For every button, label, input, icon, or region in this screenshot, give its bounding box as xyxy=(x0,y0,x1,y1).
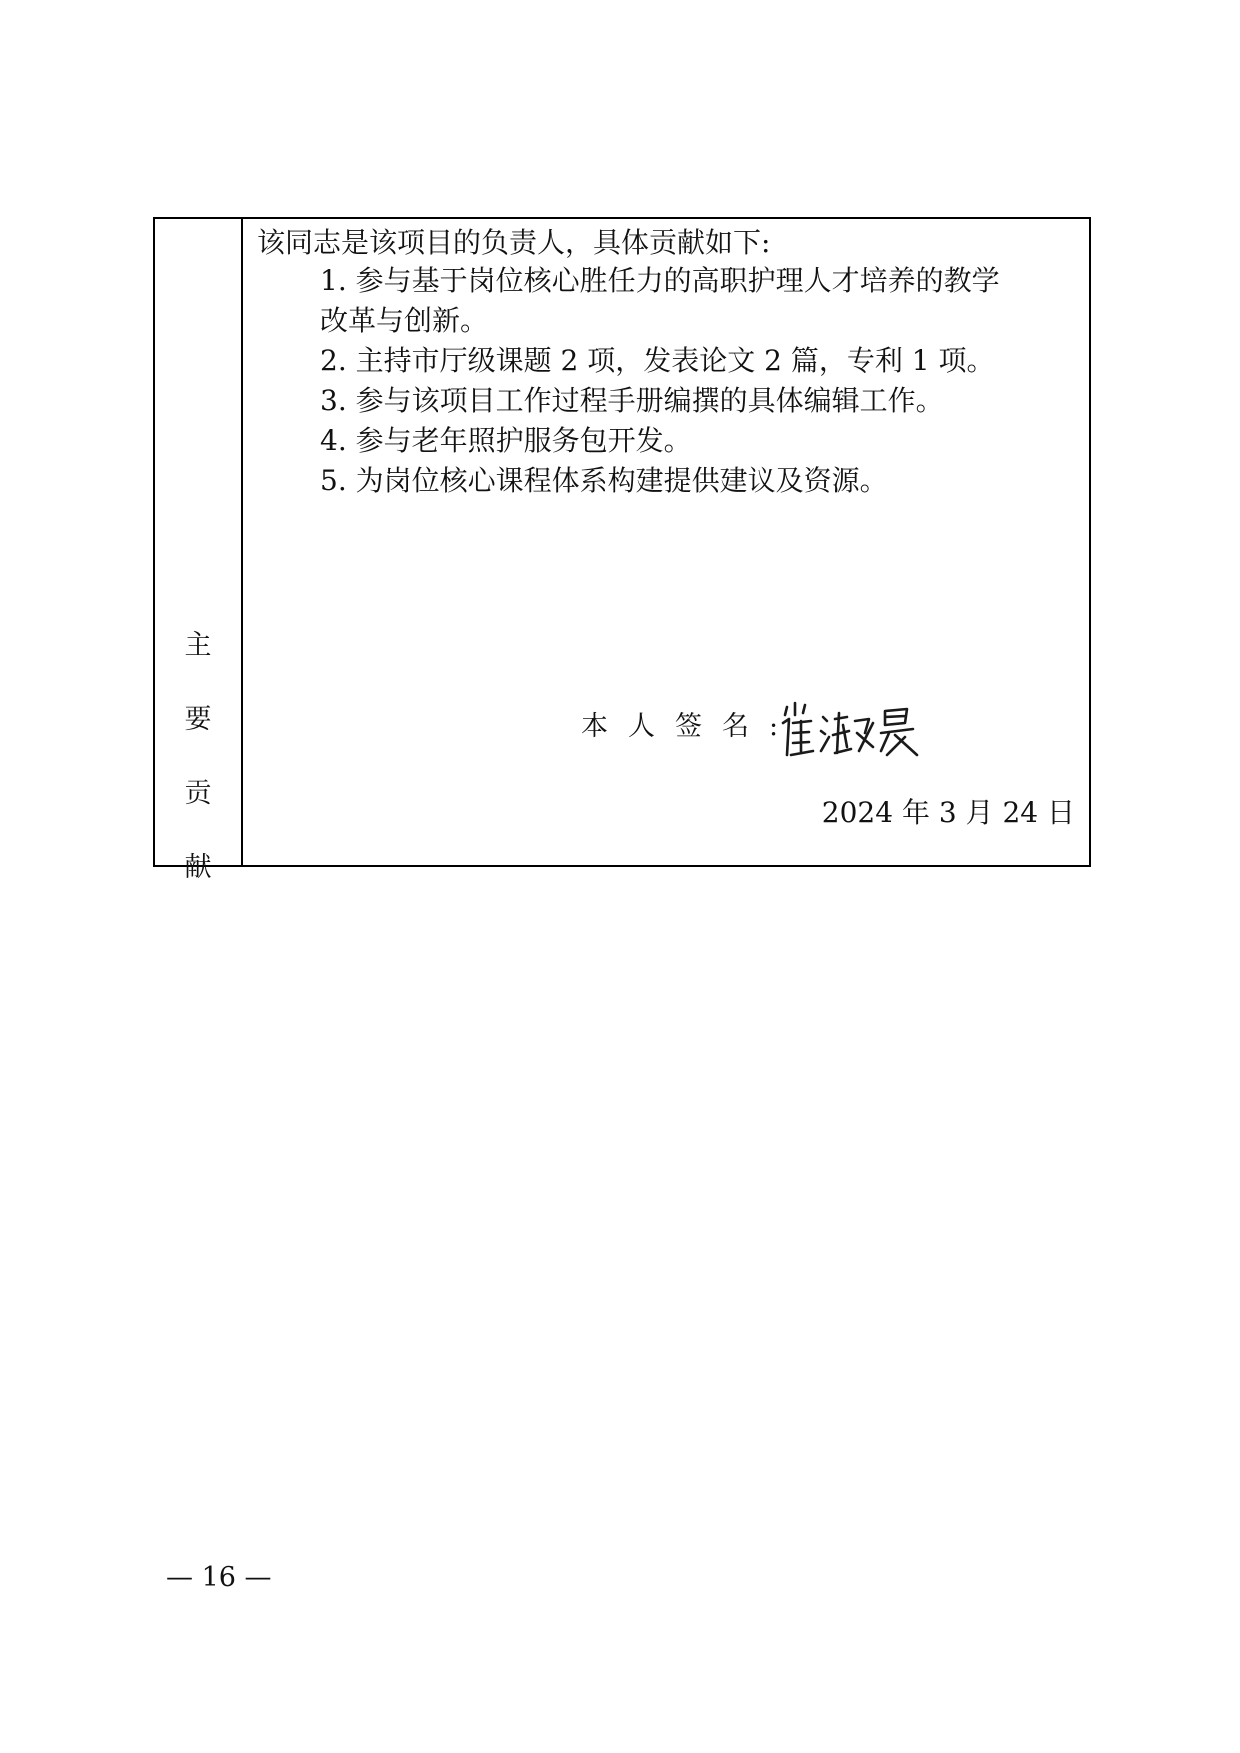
contribution-item: 2. 主持市厅级课题 2 项，发表论文 2 篇，专利 1 项。 xyxy=(320,344,995,377)
label-cell xyxy=(155,219,243,883)
label-char: 贡 xyxy=(184,778,212,809)
content-cell xyxy=(243,219,1089,865)
contribution-item: 4. 参与老年照护服务包开发。 xyxy=(320,424,692,457)
contribution-item: 5. 为岗位核心课程体系构建提供建议及资源。 xyxy=(320,464,888,497)
contribution-item-continued: 改革与创新。 xyxy=(320,304,489,337)
contribution-item: 1. 参与基于岗位核心胜任力的高职护理人才培养的教学 xyxy=(320,264,1000,297)
handwritten-signature xyxy=(777,693,927,763)
date: 2024 年 3 月 24 日 xyxy=(821,796,1075,829)
contribution-table xyxy=(153,217,1091,883)
label-char: 主 xyxy=(184,630,212,661)
page-number: — 16 — xyxy=(166,1562,272,1593)
label-char: 要 xyxy=(184,704,212,735)
contribution-item: 3. 参与该项目工作过程手册编撰的具体编辑工作。 xyxy=(320,384,944,417)
label-char: 献 xyxy=(184,852,212,883)
signature-label: 本人签名: xyxy=(581,711,799,742)
intro-text: 该同志是该项目的负责人，具体贡献如下: xyxy=(257,226,771,259)
